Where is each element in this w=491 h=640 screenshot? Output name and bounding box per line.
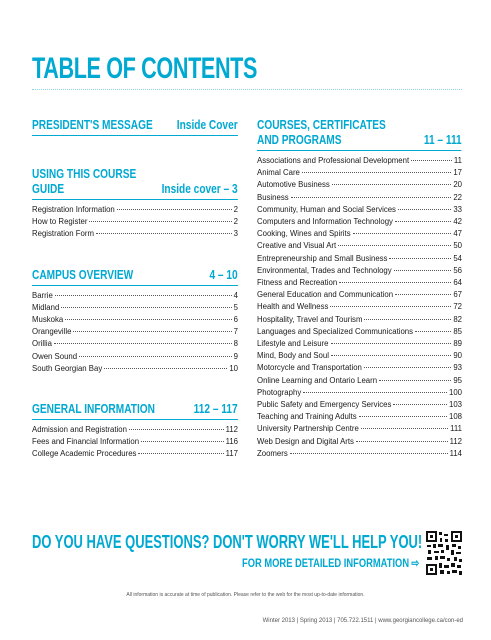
section-title: [32, 401, 155, 416]
entry-page-number: 8: [233, 339, 238, 349]
entry-label: Barrie: [32, 290, 53, 300]
dot-leader: [55, 295, 232, 296]
entry-page-number: 103: [448, 400, 462, 410]
toc-entry[interactable]: [32, 302, 238, 314]
toc-entry[interactable]: [257, 350, 462, 362]
section-title-line: USING THIS COURSE GUIDE: [32, 166, 137, 196]
entry-label: Registration Information: [32, 205, 115, 214]
entry-list: [32, 290, 238, 375]
entry-page-number: 33: [453, 204, 462, 214]
entry-page-number: 108: [448, 412, 462, 422]
toc-entry[interactable]: [32, 314, 238, 326]
entry-page-number: 64: [453, 278, 462, 288]
toc-entry[interactable]: [257, 253, 462, 265]
entry-label: General Education and Communication: [257, 290, 394, 300]
toc-entry[interactable]: [257, 265, 462, 277]
toc-entry[interactable]: [32, 448, 238, 460]
dot-leader: [89, 221, 231, 222]
entry-page-number: 117: [225, 449, 238, 459]
toc-section: [257, 117, 462, 460]
entry-page-number: 2: [233, 217, 238, 227]
entry-page-number: 89: [453, 339, 462, 349]
dot-leader: [389, 258, 451, 259]
toc-section: [32, 117, 238, 136]
section-title-line: CAMPUS OVERVIEW: [32, 266, 134, 282]
entry-label: Mind, Body and Soul: [257, 351, 329, 361]
section-title: [257, 117, 386, 147]
toc-entry[interactable]: [257, 216, 462, 228]
dot-leader: [302, 172, 451, 173]
entry-label: Registration Form: [32, 229, 94, 239]
dot-leader: [303, 392, 447, 393]
toc-entry[interactable]: [32, 351, 238, 363]
dot-leader: [379, 380, 451, 381]
entry-label: Orangeville: [32, 327, 72, 337]
entry-page-number: 112: [225, 425, 238, 435]
dot-leader: [104, 368, 227, 369]
dot-leader: [415, 331, 451, 332]
toc-entry[interactable]: [257, 375, 462, 387]
entry-page-number: 93: [453, 363, 462, 373]
toc-entry[interactable]: [32, 363, 238, 375]
section-title-line: AND PROGRAMS: [257, 132, 342, 147]
entry-list: [32, 424, 238, 461]
entry-label: Cooking, Wines and Spirits: [257, 229, 351, 239]
dot-leader: [129, 429, 224, 430]
page-title: TABLE OF CONTENTS: [32, 52, 258, 85]
qr-code-icon[interactable]: [425, 530, 463, 576]
entry-page-number: 17: [453, 168, 462, 178]
entry-label: Midland: [32, 302, 60, 312]
entry-label: South Georgian Bay: [32, 363, 103, 373]
entry-label: Fitness and Recreation: [257, 278, 338, 288]
toc-entry[interactable]: [257, 411, 462, 423]
dot-leader: [61, 307, 231, 308]
entry-page-number: 2: [233, 205, 238, 214]
section-page-range: Inside Cover: [176, 117, 238, 132]
toc-entry[interactable]: [257, 399, 462, 411]
toc-entry[interactable]: [257, 436, 462, 448]
left-column: [32, 117, 238, 475]
toc-entry[interactable]: [257, 240, 462, 252]
entry-list: [257, 155, 462, 460]
entry-page-number: 100: [448, 387, 462, 397]
entry-page-number: 50: [453, 241, 462, 251]
section-title-line: PRESIDENT'S MESSAGE: [32, 117, 153, 132]
entry-label: Photography: [257, 387, 302, 397]
toc-entry[interactable]: [257, 362, 462, 374]
toc-section: [32, 401, 238, 461]
cta-headline: DO YOU HAVE QUESTIONS? DON'T WORRY WE'LL HELP YOU!: [32, 532, 423, 552]
entry-label: Creative and Visual Art: [257, 241, 337, 251]
section-title: [32, 267, 133, 282]
entry-page-number: 4: [233, 290, 238, 300]
entry-page-number: 112: [449, 436, 462, 446]
dot-leader: [364, 367, 451, 368]
dot-leader: [353, 233, 452, 234]
entry-label: Orillia: [32, 339, 52, 349]
dot-leader: [331, 343, 452, 344]
dot-leader: [359, 416, 447, 417]
toc-entry[interactable]: [257, 167, 462, 179]
right-column: [257, 117, 462, 474]
entry-page-number: 56: [453, 265, 462, 275]
toc-section: [32, 166, 238, 241]
entry-page-number: 111: [450, 424, 462, 434]
dot-leader: [331, 355, 451, 356]
dot-leader: [411, 160, 452, 161]
entry-label: Fees and Financial Information: [32, 437, 140, 447]
entry-label: How to Register: [32, 217, 88, 227]
entry-page-number: 5: [233, 302, 238, 312]
entry-page-number: 72: [453, 302, 462, 312]
entry-label: University Partnership Centre: [257, 424, 359, 434]
entry-label: Environmental, Trades and Technology: [257, 265, 392, 275]
toc-entry[interactable]: [32, 290, 238, 302]
toc-entry[interactable]: [257, 192, 462, 204]
section-heading[interactable]: [32, 166, 238, 200]
entry-label: Business: [257, 192, 289, 202]
dot-leader: [138, 453, 223, 454]
entry-page-number: 82: [453, 314, 462, 324]
section-title: [32, 117, 153, 132]
title-divider: [32, 89, 462, 90]
dot-leader: [332, 184, 452, 185]
cta-subline: FOR MORE DETAILED INFORMATION: [241, 556, 409, 570]
entry-page-number: 116: [225, 437, 238, 447]
dot-leader: [65, 319, 231, 320]
footer: Winter 2013 | Spring 2013 | 705.722.1511 | www.georgiancollege.ca/con-ed: [262, 618, 463, 624]
entry-label: Online Learning and Ontario Learn: [257, 375, 378, 385]
toc-entry[interactable]: [32, 424, 238, 436]
entry-page-number: 20: [453, 180, 462, 190]
section-heading[interactable]: [32, 117, 238, 136]
toc-entry[interactable]: [32, 204, 238, 216]
toc-entry[interactable]: [257, 338, 462, 350]
entry-page-number: 10: [229, 363, 238, 373]
disclaimer: All information is accurate at time of publication. Please refer to the web for the most up-to-date information.: [126, 592, 365, 598]
toc-entry[interactable]: [32, 338, 238, 350]
entry-label: Teaching and Training Adults: [257, 412, 357, 422]
entry-label: Motorcycle and Transportation: [257, 363, 362, 373]
toc-entry[interactable]: [257, 301, 462, 313]
section-page-range: 112 – 117: [193, 401, 238, 417]
entry-page-number: 11: [453, 156, 462, 165]
arrow-right-icon: ⇨: [411, 556, 419, 570]
toc-section: [32, 267, 238, 375]
entry-label: Muskoka: [32, 315, 64, 325]
toc-entry[interactable]: [257, 423, 462, 435]
toc-entry[interactable]: [257, 228, 462, 240]
entry-label: Animal Care: [257, 168, 300, 178]
entry-label: Associations and Professional Development: [257, 156, 410, 165]
entry-page-number: 7: [233, 327, 238, 337]
entry-page-number: 67: [453, 290, 462, 300]
toc-entry[interactable]: [257, 204, 462, 216]
entry-page-number: 42: [453, 217, 462, 227]
section-page-range: 11 – 111: [423, 132, 462, 147]
section-page-range: 4 – 10: [209, 266, 238, 282]
dot-leader: [117, 209, 232, 210]
dot-leader: [339, 282, 451, 283]
entry-label: Automotive Business: [257, 180, 330, 190]
toc-entry[interactable]: [257, 326, 462, 338]
toc-entry[interactable]: [257, 387, 462, 399]
toc-entry[interactable]: [32, 216, 238, 228]
dot-leader: [141, 441, 224, 442]
dot-leader: [291, 197, 452, 198]
section-heading[interactable]: [32, 401, 238, 420]
dot-leader: [79, 356, 232, 357]
dot-leader: [356, 441, 448, 442]
dot-leader: [54, 343, 232, 344]
entry-list: [32, 204, 238, 241]
dot-leader: [394, 270, 452, 271]
section-heading[interactable]: [257, 117, 462, 151]
entry-page-number: 90: [453, 351, 462, 361]
cta-more-info-link[interactable]: [242, 556, 419, 570]
toc-entry[interactable]: [257, 179, 462, 191]
dot-leader: [361, 428, 448, 429]
dot-leader: [73, 331, 231, 332]
entry-page-number: 3: [233, 229, 238, 239]
toc-entry[interactable]: [32, 228, 238, 240]
entry-label: Zoomers: [257, 448, 288, 458]
entry-label: Public Safety and Emergency Services: [257, 400, 392, 410]
toc-entry[interactable]: [257, 289, 462, 301]
dot-leader: [330, 306, 451, 307]
entry-label: Admission and Registration: [32, 425, 127, 435]
entry-page-number: 85: [453, 326, 462, 336]
section-heading[interactable]: [32, 267, 238, 286]
entry-label: College Academic Procedures: [32, 449, 137, 459]
toc-entry[interactable]: [257, 448, 462, 460]
entry-label: Lifestyle and Leisure: [257, 339, 329, 349]
section-page-range: Inside cover – 3: [161, 181, 238, 196]
dot-leader: [398, 209, 451, 210]
entry-label: Community, Human and Social Services: [257, 204, 396, 214]
dot-leader: [395, 221, 451, 222]
toc-entry[interactable]: [32, 326, 238, 338]
toc-entry[interactable]: [257, 155, 462, 167]
entry-page-number: 22: [453, 192, 462, 202]
entry-page-number: 54: [453, 253, 462, 263]
entry-label: Owen Sound: [32, 351, 78, 361]
dot-leader: [96, 233, 232, 234]
section-title-line: GENERAL INFORMATION: [32, 401, 155, 417]
entry-page-number: 47: [453, 229, 462, 239]
toc-entry[interactable]: [257, 277, 462, 289]
entry-label: Entrepreneurship and Small Business: [257, 253, 388, 263]
entry-page-number: 6: [233, 315, 238, 325]
entry-page-number: 114: [449, 448, 462, 458]
toc-entry[interactable]: [32, 436, 238, 448]
dot-leader: [290, 453, 448, 454]
toc-entry[interactable]: [257, 314, 462, 326]
entry-label: Hospitality, Travel and Tourism: [257, 314, 363, 324]
entry-page-number: 95: [453, 375, 462, 385]
entry-label: Web Design and Digital Arts: [257, 436, 354, 446]
section-title: [32, 166, 162, 196]
entry-label: Languages and Specialized Communications: [257, 326, 414, 336]
entry-label: Health and Wellness: [257, 302, 329, 312]
dot-leader: [395, 294, 451, 295]
section-title-line: COURSES, CERTIFICATES: [257, 117, 386, 132]
dot-leader: [364, 319, 451, 320]
entry-page-number: 9: [233, 351, 238, 361]
entry-label: Computers and Information Technology: [257, 217, 393, 227]
dot-leader: [338, 245, 451, 246]
dot-leader: [393, 404, 447, 405]
